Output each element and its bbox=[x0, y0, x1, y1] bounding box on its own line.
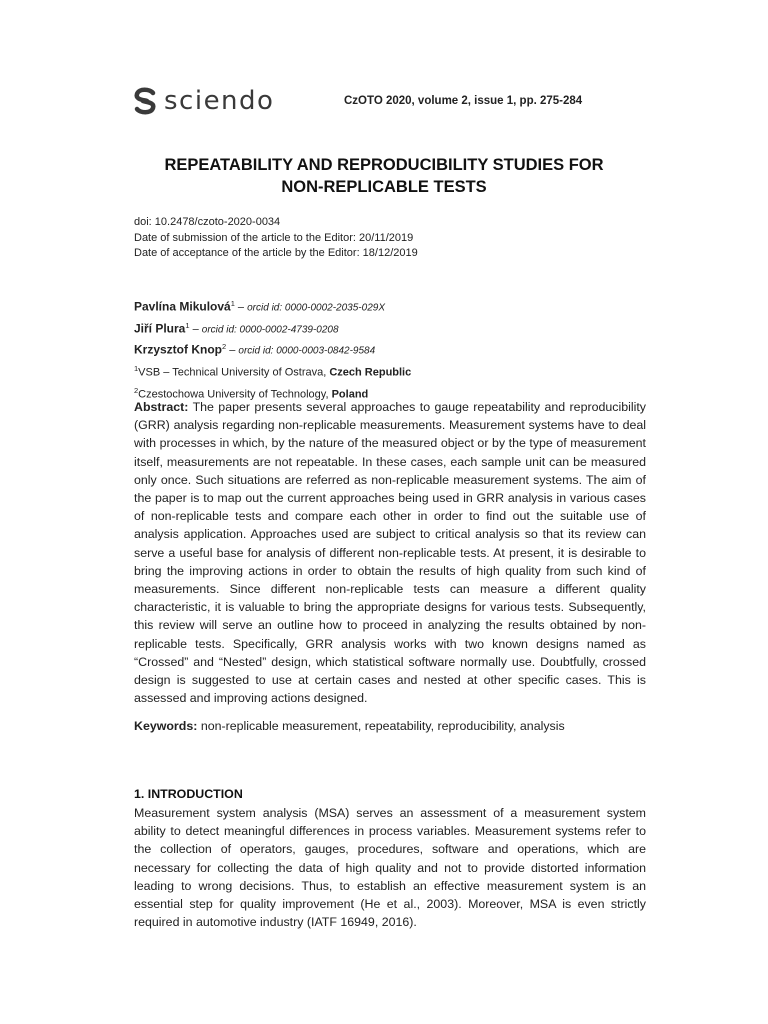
submission-date: Date of submission of the article to the Editor: 20/11/2019 bbox=[134, 231, 414, 244]
author-name: Jiří Plura bbox=[134, 321, 186, 336]
paper-title bbox=[100, 154, 668, 198]
affiliation-text: VSB – Technical University of Ostrava, bbox=[138, 366, 330, 379]
author-orcid: orcid id: 0000-0002-2035-029X bbox=[247, 302, 385, 314]
author-sup: 1 bbox=[185, 320, 190, 330]
title-line: REPEATABILITY AND REPRODUCIBILITY STUDIES FOR bbox=[164, 156, 604, 174]
acceptance-date: Date of acceptance of the article by the Editor: 18/12/2019 bbox=[134, 247, 418, 259]
author-sup: 2 bbox=[222, 342, 227, 352]
affiliation-sup: 2 bbox=[134, 385, 139, 395]
journal-reference: CzOTO 2020, volume 2, issue 1, pp. 275-284 bbox=[344, 95, 583, 107]
affiliation-text: Czestochowa University of Technology, bbox=[138, 388, 332, 401]
abstract-label: Abstract: bbox=[134, 400, 189, 414]
affiliation-country: Czech Republic bbox=[329, 366, 412, 379]
abstract bbox=[134, 398, 646, 707]
author-entry: Jiří Plura$^1$ – orcid id: 0000-0002-4739-0208 bbox=[134, 320, 339, 336]
logo-text: sciendo bbox=[164, 86, 275, 116]
keywords-label: Keywords: bbox=[134, 719, 198, 733]
affiliation-sup: 1 bbox=[134, 363, 139, 373]
author-orcid: orcid id: 0000-0003-0842-9584 bbox=[238, 345, 376, 357]
title-line: NON-REPLICABLE TESTS bbox=[281, 178, 487, 196]
keywords bbox=[134, 717, 646, 735]
author-entry: Pavlína Mikulová$^1$ – orcid id: 0000-0002-2035-029X bbox=[134, 299, 385, 314]
doi: doi: 10.2478/czoto-2020-0034 bbox=[134, 216, 281, 228]
publisher-logo bbox=[133, 86, 274, 116]
author-entry: Krzysztof Knop$^2$ – orcid id: 0000-0003-0842-9584 bbox=[134, 342, 376, 357]
section-body: Measurement system analysis (MSA) serves an assessment of a measurement system ability to detect meaningful differences in process variables. Measurement systems refer to the collection of operators, gauges, procedures, software and operations, which are necessary for collecting the data of high quality and not to provide distorted information leading to wrong decisions. Thus, to establish an effective measurement system is an essential step for quality improvement (He et al., 2003). Moreover, MSA is even strictly required in automotive industry (IATF 16949, 2016). bbox=[134, 806, 646, 930]
author-list bbox=[134, 295, 411, 403]
author-name: Krzysztof Knop bbox=[134, 342, 222, 357]
affiliation bbox=[134, 360, 411, 382]
sciendo-logo-icon bbox=[133, 86, 157, 116]
affiliation-country: Poland bbox=[331, 388, 369, 401]
article-meta bbox=[134, 215, 418, 262]
abstract-text: The paper presents several approaches to gauge repeatability and reproducibility (GRR) analysis regarding non-replicable measurements. Measurement systems have to deal with processes in which, by the nature of the measured object or by the type of measurement itself, measurements are not repeatable. In these cases, each sample unit can be measured only once. Such situations are referred as non-replicable measurement systems. The aim of the paper is to map out the current approaches being used in GRR analysis in various cases of non-replicable tests and compare each other in order to find out the suitable use of analysis application. Approaches used are subject to critical analysis so that its review can serve a useful base for analysis of different non-replicable tests. At present, it is desirable to bring the improving actions in order to obtain the results of high quality from such kind of measurements. Since different non-replicable tests can measure a different quality characteristic, it is valuable to bring the appropriate designs for various tests. Subsequently, this review will serve an outline how to proceed in analyzing the results obtained by non-replicable tests. Specifically, GRR analysis works with two known designs named as “Crossed” and “Nested” design, which statistical software normally use. Doubtfully, crossed design is suggested to use at certain cases and nested at other specific cases. This is assessed and improving actions designed. bbox=[134, 400, 647, 706]
section-heading: 1. INTRODUCTION bbox=[134, 787, 243, 801]
author-name: Pavlína Mikulová bbox=[134, 299, 231, 314]
author-sup: 1 bbox=[230, 299, 235, 308]
author-orcid: orcid id: 0000-0002-4739-0208 bbox=[201, 324, 339, 336]
keywords-text: non-replicable measurement, repeatability, reproducibility, analysis bbox=[200, 719, 565, 733]
